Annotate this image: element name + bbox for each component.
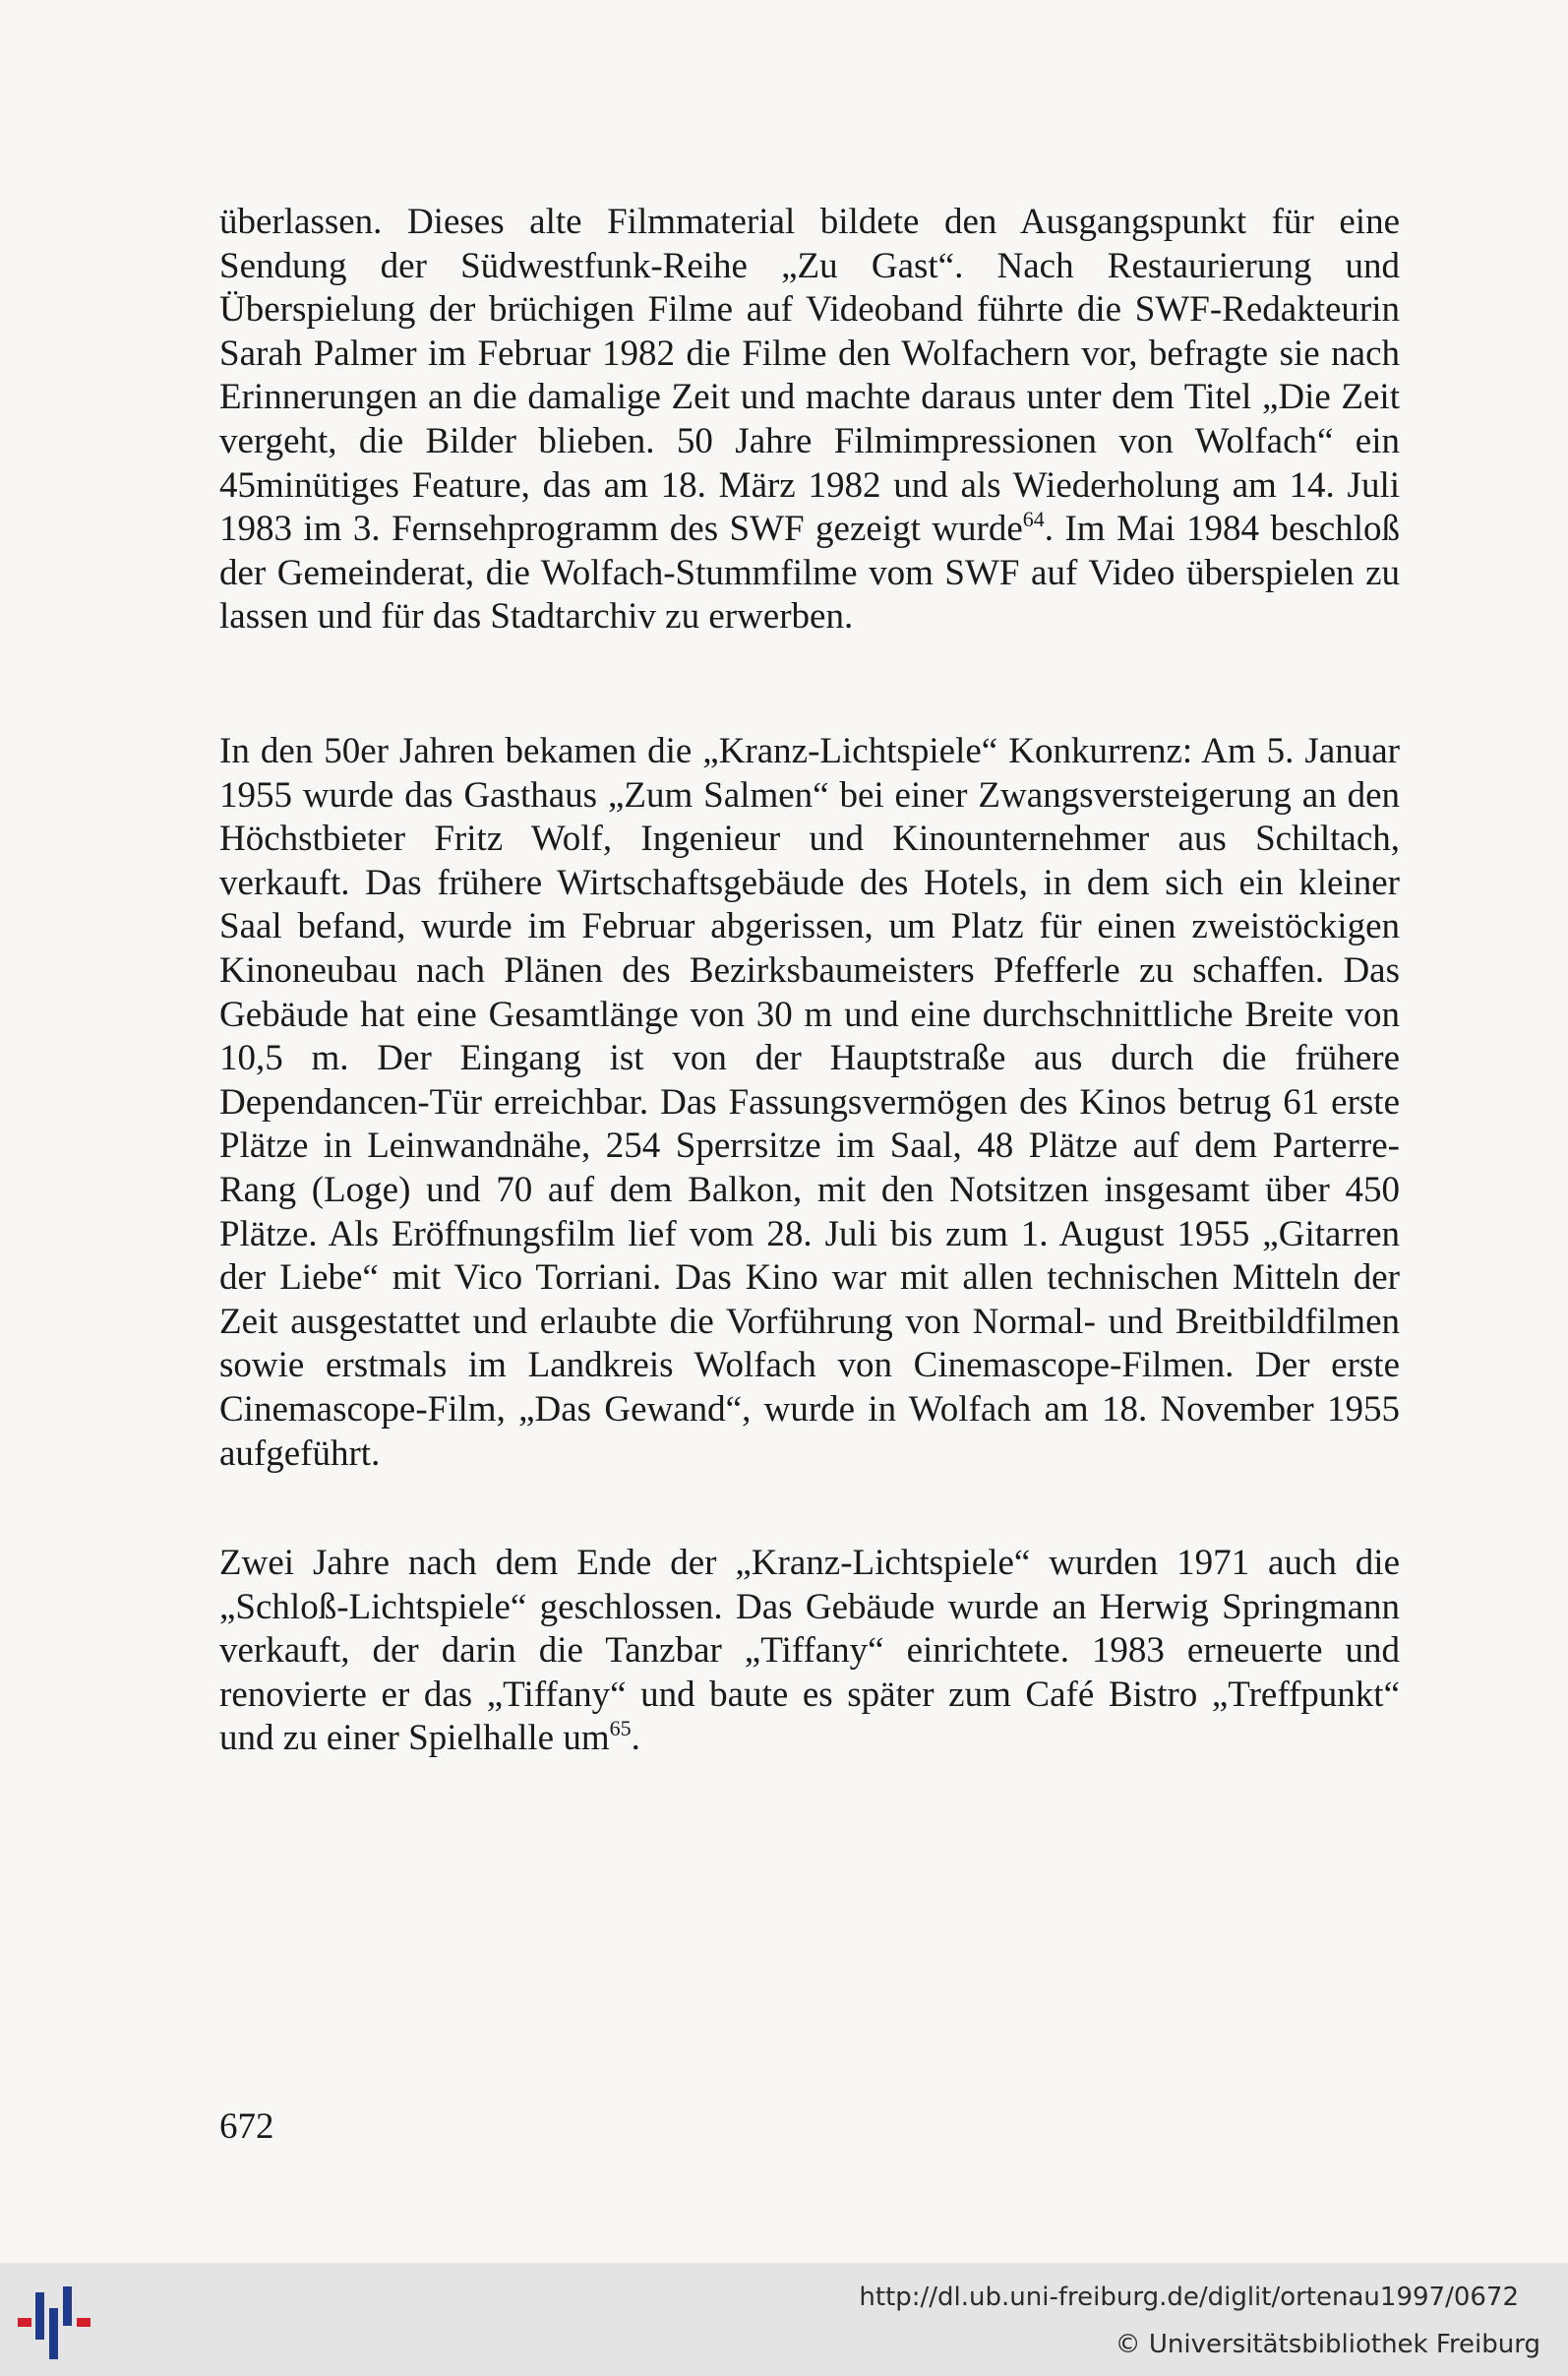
- page-number: 672: [219, 2106, 274, 2147]
- footer-copyright: © Universitätsbibliothek Freiburg: [1115, 2330, 1540, 2359]
- footer-url-link[interactable]: http://dl.ub.uni-freiburg.de/diglit/ortenau1997/0672: [859, 2283, 1519, 2312]
- paragraph-3: [219, 1542, 1400, 1761]
- paragraph-2-text: In den 50er Jahren bekamen die „Kranz-Lichtspiele“ Konkurrenz: Am 5. Januar 1955 wurde das Gasthaus „Zum Salmen“ bei einer Zwangsversteigerung an den Höchstbieter Fritz Wolf, Ingenieur und Kinounternehmer aus Schiltach, verkauft. Das frühere Wirtschaftsgebäude des Hotels, in dem sich ein kleiner Saal befand, wurde im Februar abgerissen, um Platz für einen zweistöckigen Kinoneubau nach Plänen des Bezirksbaumeisters Pfefferle zu schaffen. Das Gebäude hat eine Gesamtlänge von 30 m und eine durchschnittliche Breite von 10,5 m. Der Eingang ist von der Hauptstraße aus durch die frühere Dependancen-Tür erreichbar. Das Fassungsvermögen des Kinos betrug 61 erste Plätze in Leinwandnähe, 254 Sperrsitze im Saal, 48 Plätze auf dem Parterre-Rang (Loge) und 70 auf dem Balkon, mit den Notsitzen insgesamt über 450 Plätze. Als Eröffnungsfilm lief vom 28. Juli bis zum 1. August 1955 „Gitarren der Liebe“ mit Vico Torriani. Das Kino war mit allen technischen Mitteln der Zeit ausgestattet und erlaubte die Vorführung von Normal- und Breitbildfilmen sowie erstmals im Landkreis Wolfach von Cinemascope-Filmen. Der erste Cinemascope-Film, „Das Gewand“, wurde in Wolfach am 18. November 1955 aufgeführt.: [219, 731, 1400, 1474]
- paragraph-1: [219, 201, 1400, 640]
- footnote-ref-65: 65: [609, 1716, 632, 1741]
- paragraph-1-text: überlassen. Dieses alte Filmmaterial bildete den Ausgangspunkt für eine Sendung der Südwestfunk-Reihe „Zu Gast“. Nach Restaurierung und Überspielung der brüchigen Filme auf Videoband führte die SWF-Redakteurin Sarah Palmer im Februar 1982 die Filme den Wolfachern vor, befragte sie nach Erinnerungen an die damalige Zeit und machte daraus unter dem Titel „Die Zeit vergeht, die Bilder blieben. 50 Jahre Filmimpressionen von Wolfach“ ein 45minütiges Feature, das am 18. März 1982 und als Wiederholung am 14. Juli 1983 im 3. Fernsehprogramm des SWF gezeigt wurde: [219, 202, 1400, 550]
- paragraph-1-text-after: . Im Mai 1984 beschloß der Gemeinderat, die Wolfach-Stummfilme vom SWF auf Video überspielen zu lassen und für das Stadtarchiv zu erwerben.: [219, 509, 1400, 638]
- paragraph-3-text: Zwei Jahre nach dem Ende der „Kranz-Lichtspiele“ wurden 1971 auch die „Schloß-Lichtspiele“ geschlossen. Das Gebäude wurde an Herwig Springmann verkauft, der darin die Tanzbar „Tiffany“ einrichtete. 1983 erneuerte und renovierte er das „Tiffany“ und baute es später zum Café Bistro „Treffpunkt“ und zu einer Spielhalle um: [219, 1543, 1400, 1759]
- paragraph-3-text-after: .: [631, 1718, 640, 1759]
- ub-freiburg-logo-icon: [14, 2283, 96, 2366]
- footer-bar: [0, 2263, 1568, 2376]
- footnote-ref-64: 64: [1022, 507, 1045, 532]
- paragraph-2: [219, 730, 1400, 1476]
